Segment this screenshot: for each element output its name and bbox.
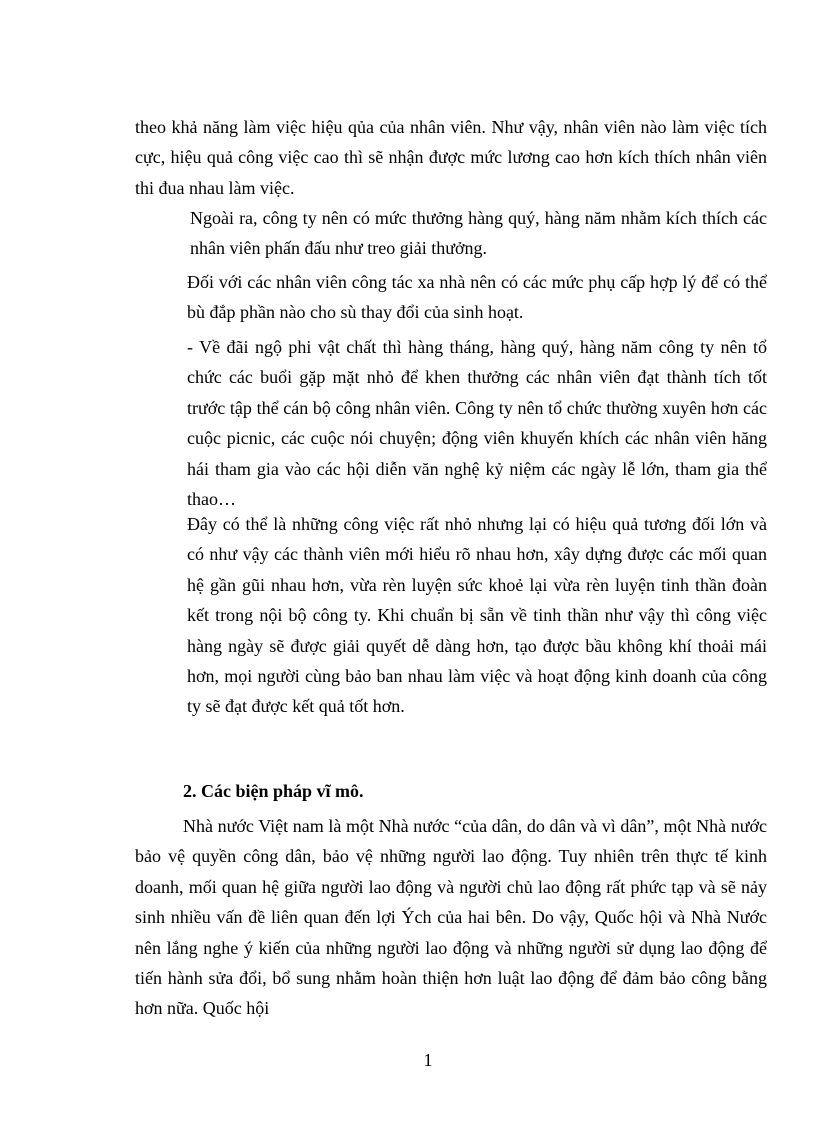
page-number: 1 — [423, 1050, 433, 1070]
paragraph-bonus: Ngoài ra, công ty nên có mức thưởng hàng quý, hàng năm nhằm kích thích các nhân viên phấn đấu như treo giải thưởng. — [190, 208, 767, 259]
paragraph-team-spirit: Đây có thể là những công việc rất nhỏ nhưng lại có hiệu quả tương đối lớn và có như vậy các thành viên mới hiểu rõ nhau hơn, xây dựng được các mối quan hệ gần gũi nhau hơn, vừa rèn luyện sức khoẻ lại vừa rèn luyện tinh thần đoàn kết trong nội bộ công ty. Khi chuẩn bị sẵn về tinh thần như vậy thì công việc hàng ngày sẽ được giải quyết dễ dàng hơn, tạo được bầu không khí thoải mái hơn, mọi người cùng bảo ban nhau làm việc và hoạt động kinh doanh của công ty sẽ đạt được kết quả tốt hơn. — [187, 514, 767, 717]
paragraph-non-material-rewards: - Về đãi ngộ phi vật chất thì hàng tháng, hàng quý, hàng năm công ty nên tổ chức các buổi gặp mặt nhỏ để khen thưởng các nhân viên đạt thành tích tốt trước tập thể cán bộ công nhân viên. Công ty nên tổ chức thường xuyên hơn các cuộc picnic, các cuộc nói chuyện; động viên khuyến khích các nhân viên hăng hái tham gia vào các hội diễn văn nghệ kỷ niệm các ngày lễ lớn, tham gia thể thao… — [187, 337, 767, 510]
paragraph-salary-efficiency: theo khả năng làm việc hiệu qủa của nhân viên. Như vậy, nhân viên nào làm việc tích cực, hiệu quả công việc cao thì sẽ nhận được mức lương cao hơn kích thích nhân viên thi đua nhau làm việc. — [135, 117, 767, 198]
section-heading: 2. Các biện pháp vĩ mô. — [183, 781, 364, 801]
paragraph-allowance: Đối với các nhân viên công tác xa nhà nên có các mức phụ cấp hợp lý để có thể bù đắp phần nào cho sù thay đổi của sinh hoạt. — [187, 272, 767, 323]
paragraph-state-policy: Nhà nước Việt nam là một Nhà nước “của dân, do dân và vì dân”, một Nhà nước bảo vệ quyền công dân, bảo vệ những người lao động. Tuy nhiên trên thực tế kinh doanh, mối quan hệ giữa người lao động và người chủ lao động rất phức tạp và sẽ nảy sinh nhiều vấn đề liên quan đến lợi Ých của hai bên. Do vậy, Quốc hội và Nhà Nước nên lắng nghe ý kiến của những người lao động và những người sử dụng lao động để tiến hành sửa đổi, bổ sung nhằm hoàn thiện hơn luật lao động để đảm bảo công bằng hơn nữa. Quốc hội — [135, 816, 767, 1019]
